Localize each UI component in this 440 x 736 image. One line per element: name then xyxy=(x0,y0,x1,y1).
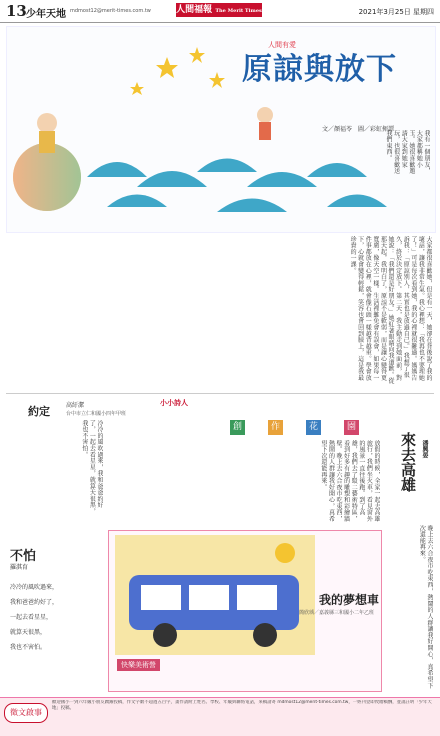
lead-byline: 文／顏福苓 圖／彩虹揮譚 xyxy=(322,126,395,133)
painting-frame xyxy=(108,530,382,692)
section-email[interactable]: mdmost12@merit-times.com.tw xyxy=(70,8,151,14)
dream-car-painting xyxy=(115,535,315,655)
poem-author-kaohsiung: 潘興晏 xyxy=(421,440,428,458)
issue-date: 2021年3月25日 星期四 xyxy=(358,8,434,16)
children-column-label: 小小詩人 xyxy=(160,399,188,407)
poem-title-bupa: 不怕 xyxy=(10,549,37,564)
section-title: 少年天地 xyxy=(26,9,66,20)
lead-article-body: 大家都很喜歡她，但是有一天，她卻在背後說了我的壞話，讓我非常生氣。我心裡想：「我再也不要理她了！」可是每次看到她，我的心裡就很難過。媽媽告訴我：「原諒別人，其實也是放過自己。」我想了很久，終於決定放下。第二天，我主動走到她面前，對她說：「我們還是好朋友。」她紅著眼睛向我道歉。從那天起，我明白了，原諒不是軟弱，而是讓心變得更寬廣，像天空一樣。生活裡難免會有誤會，如果每一件事都放在心裡，就會像石頭一樣越背越重。學會放下，心就會變得輕鬆，笑容也會回到臉上，這是我最珍貴的一課。 xyxy=(349,236,432,385)
poem-title-kaohsiung: 來去高雄 xyxy=(399,432,417,492)
garden-badge-2: 作 xyxy=(268,420,283,435)
garden-badge-3: 花 xyxy=(306,420,321,435)
lead-intro: 我有一個朋友，大家都稱她小玉。她很喜歡邀請大家到她家玩，也很喜歡送我們東西。 xyxy=(385,130,430,175)
lead-title: 原諒與放下 xyxy=(242,52,397,87)
painting-author: 簡欣瑀／嘉義縣三和國小二年乙班 xyxy=(299,610,375,616)
column-label: 人間有愛 xyxy=(268,41,296,49)
poem-school: 台中市立仁和國小四年甲班 xyxy=(66,411,127,417)
garden-badge-1: 創 xyxy=(230,420,245,435)
kaohsiung-body-cont: 晚上去六合夜市吃東西，熱鬧的人群讓我好開心，真希望下次還能再來。 xyxy=(418,525,433,689)
poem-author: 高紆潔 xyxy=(66,402,85,409)
poem-body-bupa: 冷冷的風吹過來， 我和爸爸約好了， 一起去看星星， 就算天很黑， 我也不害怕。 xyxy=(10,584,59,651)
poem-author-bupa: 羅淇育 xyxy=(10,564,29,571)
call-for-submissions-text: 歡迎國小一到六年級小朋友踴躍投稿，作文字數不超過五百字，畫作請附上姓名、學校、年級與聯絡電話，來稿請寄 mdmost12@merit-times.com.tw，一經刊登即致贈稿酬，並請註明「少年天地」投稿。 xyxy=(52,700,432,712)
garden-badge-4: 園 xyxy=(344,420,359,435)
call-for-submissions-tag: 徵文啟事 xyxy=(4,703,48,723)
page-number: 13 xyxy=(6,2,27,20)
poem-title-yueding: 約定 xyxy=(28,405,50,418)
newspaper-logo: 人間福報 The Merit Times xyxy=(176,5,262,15)
painting-title: 我的夢想車 xyxy=(319,593,380,607)
kaohsiung-body: 放假的時候，全家一起去高雄旅行，我們坐火車，看見窗外的風景一直往後跑。到了高雄，我們去了駁二藝術特區，看到好多有趣的雕塑和彩繪牆壁。晚上去六合夜市吃東西，熱鬧的人群讓我好開心，真希望下次還能再來。 xyxy=(319,440,380,522)
page-header xyxy=(0,0,440,23)
section-divider xyxy=(6,393,434,394)
painting-label: 快樂美術營 xyxy=(117,659,160,671)
poem-body-yueding: 冷冷的風吹過來，我和爸爸約好了，一起去看星星，就算天很黑，我也不害怕。 xyxy=(80,420,103,515)
